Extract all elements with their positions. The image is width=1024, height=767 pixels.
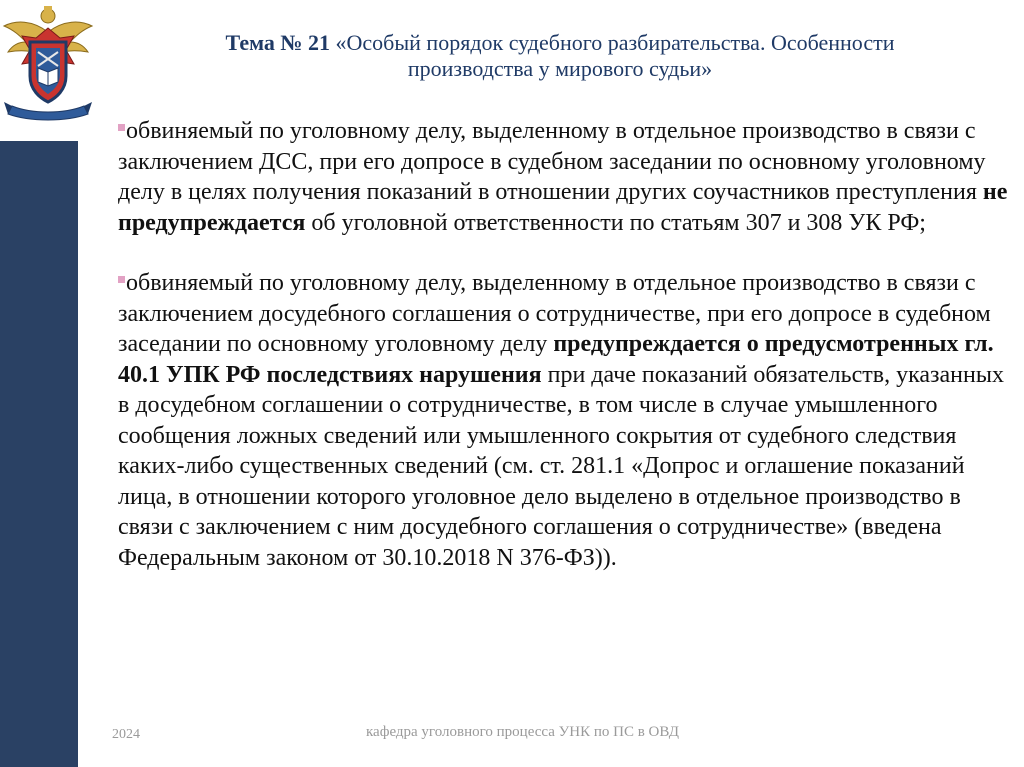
paragraph-1-text-2: об уголовной ответственности по статьям 307 и 308 УК РФ; — [311, 209, 926, 236]
paragraph-2-text-1: обвиняемый по уголовному делу, выделенному в отдельное производство в связи с заключением досудебного соглашения о сотрудничестве, при его допросе в судебном заседании по основному уголовному делу — [118, 270, 991, 357]
title-line-1: «Особый порядок судебного разбирательства. Особенности — [335, 30, 895, 55]
paragraph-2 — [118, 268, 1008, 573]
sidebar-strip — [0, 141, 78, 767]
paragraph-2-emphasis: предупреждается о предусмотренных гл. 40.1 УПК РФ последствиях нарушения — [118, 331, 994, 388]
page-title — [120, 30, 1000, 82]
paragraph-2-text-2: при даче показаний обязательств, указанных в досудебном соглашении о сотрудничестве, в том числе в случае умышленного сообщения ложных сведений или умышленного сокрытия от судебного следствия каких-либо существенных сведений (см. ст. 281.1 «Допрос и оглашение показаний лица, в отношении которого уголовное дело выделено в отдельное производство в связи с заключением с ним досудебного соглашения о сотрудничестве» (введена Федеральным законом от 30.10.2018 N 376-ФЗ)). — [118, 361, 1004, 571]
footer-department: кафедра уголовного процесса УНК по ПС в ОВД — [366, 724, 680, 740]
square-bullet-icon — [118, 276, 125, 283]
title-line-2: производства у мирового судьи» — [407, 56, 713, 81]
paragraph-1-text-1: обвиняемый по уголовному делу, выделенному в отдельное производство в связи с заключением ДСС, при его допросе в судебном заседании по основному уголовному делу в целях получения показаний в отношении других соучастников преступления — [118, 118, 986, 205]
title-prefix: Тема № 21 — [225, 30, 331, 55]
footer-year: 2024 — [112, 727, 140, 742]
square-bullet-icon — [118, 124, 125, 131]
paragraph-1 — [118, 116, 1008, 238]
content-body — [118, 116, 1008, 603]
police-academy-emblem-icon — [2, 2, 94, 128]
paragraph-1-emphasis: не предупреждается — [118, 179, 1008, 236]
